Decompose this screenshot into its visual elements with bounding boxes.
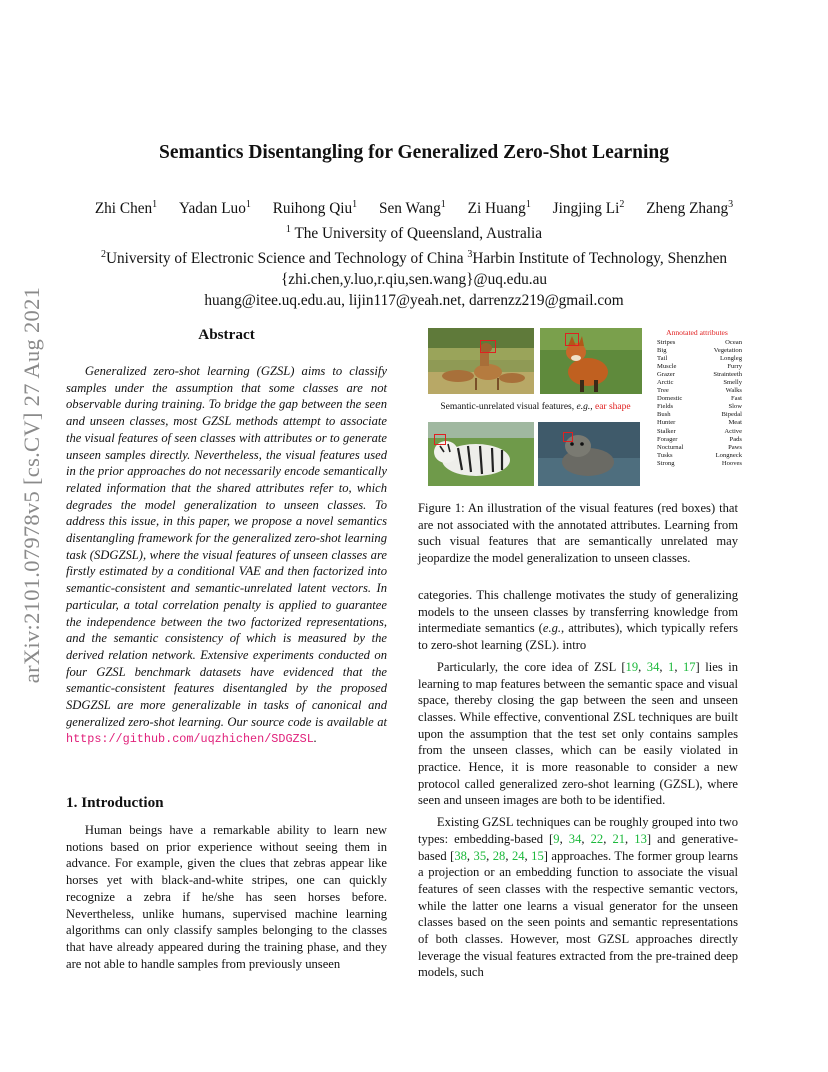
author: Yadan Luo$^1$ <box>179 199 251 218</box>
paper-title: Semantics Disentangling for Generalized Zero-Shot Learning <box>158 142 670 163</box>
ear-highlight-box <box>563 432 573 442</box>
attribute-label: Paws <box>728 443 742 451</box>
attributes-list <box>657 339 742 468</box>
email-line-2: huang@itee.uq.edu.au, lijin117@yeah.net, darrenzz219@gmail.com <box>204 292 624 310</box>
attribute-label: Walks <box>725 387 742 395</box>
attribute-label: Muscle <box>657 363 677 371</box>
author: Ruihong Qiu$^1$ <box>272 199 358 218</box>
attribute-label: Pads <box>729 435 742 443</box>
attribute-label: Smelly <box>723 379 742 387</box>
attribute-label: Arctic <box>657 379 674 387</box>
author-block <box>60 194 768 311</box>
tiger-photo <box>428 422 534 486</box>
attribute-row <box>657 355 742 363</box>
attribute-label: Bush <box>657 411 671 419</box>
figure-inner-label: Semantic-unrelated visual features, e.g., ear shape <box>440 402 631 412</box>
affiliation-2-3: $^2$University of Electronic Science and Technology of China $^3$Harbin Institute of Technology, Shenzhen <box>100 249 728 268</box>
attribute-label: Bipedal <box>721 411 742 419</box>
author: Jingjing Li$^2$ <box>552 199 625 218</box>
attribute-label: Hooves <box>721 459 742 467</box>
attribute-row <box>657 347 742 355</box>
attribute-row <box>657 371 742 379</box>
attribute-row <box>657 363 742 371</box>
attribute-row <box>657 387 742 395</box>
paragraph: categories. This challenge motivates the study of generalizing models to the unseen classes by transferring knowledge from intermediate semantics (e.g., attributes), which typically refers to zero-shot learning (ZSL). intro <box>418 588 739 653</box>
attribute-row <box>657 444 742 452</box>
attribute-row <box>657 460 742 468</box>
attribute-label: Active <box>724 427 742 435</box>
arxiv-sidebar <box>12 286 52 684</box>
attribute-label: Tail <box>657 355 668 363</box>
intro-paragraph: Human beings have a remarkable ability to learn new notions based on prior experience without seeing them in advance. For example, given the clues that zebras appear like horses yet with black-and-white stripes, one can quickly recognize a zebra if he/she has seen horses before. Nevertheless, unlike humans, supervised machine learning algorithms can only classify samples belonging to the classes that have already appeared during the training phase, and they are not able to handle samples from previously unseen <box>66 823 387 971</box>
attribute-row <box>657 452 742 460</box>
author: Zheng Zhang$^3$ <box>646 199 734 218</box>
attribute-label: Domestic <box>657 395 683 403</box>
attribute-label: Longleg <box>720 355 742 363</box>
attribute-row <box>657 411 742 419</box>
attribute-row <box>657 379 742 387</box>
attribute-label: Fast <box>731 395 742 403</box>
ear-highlight-box <box>565 333 579 346</box>
attribute-label: Forager <box>657 435 678 443</box>
fox-photo <box>540 328 642 394</box>
arxiv-id: arXiv:2101.07978v5 [cs.CV] 27 Aug 2021 <box>19 286 44 684</box>
right-column-text <box>418 587 738 981</box>
attribute-label: Vegetation <box>713 347 742 355</box>
attribute-row <box>657 403 742 411</box>
attributes-title: Annotated attributes <box>666 328 728 337</box>
seal-photo <box>538 422 640 486</box>
attribute-row <box>657 436 742 444</box>
attribute-label: Grazer <box>657 371 675 379</box>
paragraph: Particularly, the core idea of ZSL [19, 34, 1, 17] lies in learning to map features between the semantic space and visual space, thereby closing the gap between the seen and unseen classes. While effective, conventional ZSL techniques are built upon the assumption that the test set only contains samples from the unseen classes, which can be easily violated in practice. Hence, it is more reasonable to consider a new protocol called generalized zero-shot learning (GZSL), where seen and unseen images are both to be identified. <box>418 659 739 808</box>
attribute-label: Longneck <box>715 451 742 459</box>
email-line-1: {zhi.chen,y.luo,r.qiu,sen.wang}@uq.edu.au <box>280 271 548 289</box>
author-list <box>60 194 768 219</box>
attribute-label: Tree <box>657 387 669 395</box>
attribute-label: Hunter <box>657 419 676 427</box>
attribute-label: Ocean <box>725 339 742 346</box>
attribute-row <box>657 395 742 403</box>
attribute-label: Strainteeth <box>713 371 742 379</box>
attribute-label: Slow <box>728 403 742 411</box>
section-heading-introduction: 1. Introduction <box>66 794 164 811</box>
author: Zi Huang$^1$ <box>467 199 531 218</box>
attribute-label: Furry <box>727 363 742 371</box>
figure-1-caption: Figure 1: An illustration of the visual features (red boxes) that are not associated with the annotated attributes. Learning from such visual features that are semantically unrelated may jeopardize the model generalization to unseen classes. <box>418 501 738 566</box>
attribute-label: Tusks <box>657 451 673 459</box>
attribute-label: Strong <box>657 459 675 467</box>
attribute-label: Nocturnal <box>657 443 684 451</box>
author: Zhi Chen$^1$ <box>94 199 158 218</box>
source-code-link[interactable]: https://github.com/uqzhichen/SDGZSL <box>66 732 314 747</box>
attribute-row <box>657 339 742 347</box>
abstract-body: Generalized zero-shot learning (GZSL) aims to classify samples under the assumption that some classes are not observable during training. To bridge the gap between the seen and unseen classes, most GZSL methods attempt to associate the visual features of seen classes with attributes or to generate unseen samples directly. Nevertheless, the visual features used in the prior approaches do not necessarily encode semantically related information that the shared attributes refer to, which degrades the model generalization to unseen classes. To address this issue, in this paper, we propose a novel semantics disentangling framework for the generalized zero-shot learning task (SDGZSL), where the visual features of unseen classes are firstly estimated by a conditional VAE and then factorized into semantic-consistent and semantic-unrelated latent vectors. In particular, a total correlation penalty is applied to guarantee the independence between the two factorized representations, and the semantic consistency of which is measured by the derived relation network. Extensive experiments conducted on four GZSL benchmark datasets have evidenced that the semantic-consistent features disentangled by the proposed SDGZSL are more generalizable in tasks of canonical and generalized zero-shot learning. Our source code is available at https://github.com/uqzhichen/SDGZSL. <box>66 364 387 747</box>
attribute-label: Fields <box>657 403 674 411</box>
attribute-row <box>657 419 742 427</box>
deer-photo <box>428 328 534 394</box>
ear-highlight-box <box>480 340 496 353</box>
abstract-heading: Abstract <box>198 326 255 343</box>
figure-1 <box>428 328 740 488</box>
ear-highlight-box <box>434 434 446 445</box>
attribute-label: Stripes <box>657 339 676 346</box>
attribute-label: Meat <box>728 419 742 427</box>
attribute-row <box>657 428 742 436</box>
paragraph: Existing GZSL techniques can be roughly grouped into two types: embedding-based [9, 34, 22, 21, 13] and generative-based [38, 35, 28, 24, 15] approaches. The former group learns a projection or an embedding function to associate the visual features of seen classes with the respective semantic vectors, while the latter one learns a visual generator for the unseen classes based on the seen points and semantic representations of both classes. However, most GZSL approaches directly leverage the visual features extracted from the pre-trained deep models, such <box>418 815 739 980</box>
attribute-label: Stalker <box>657 427 676 435</box>
affiliation-1: $^1$ The University of Queensland, Australia <box>285 224 543 243</box>
attribute-label: Big <box>657 347 667 355</box>
author: Sen Wang$^1$ <box>378 199 446 218</box>
